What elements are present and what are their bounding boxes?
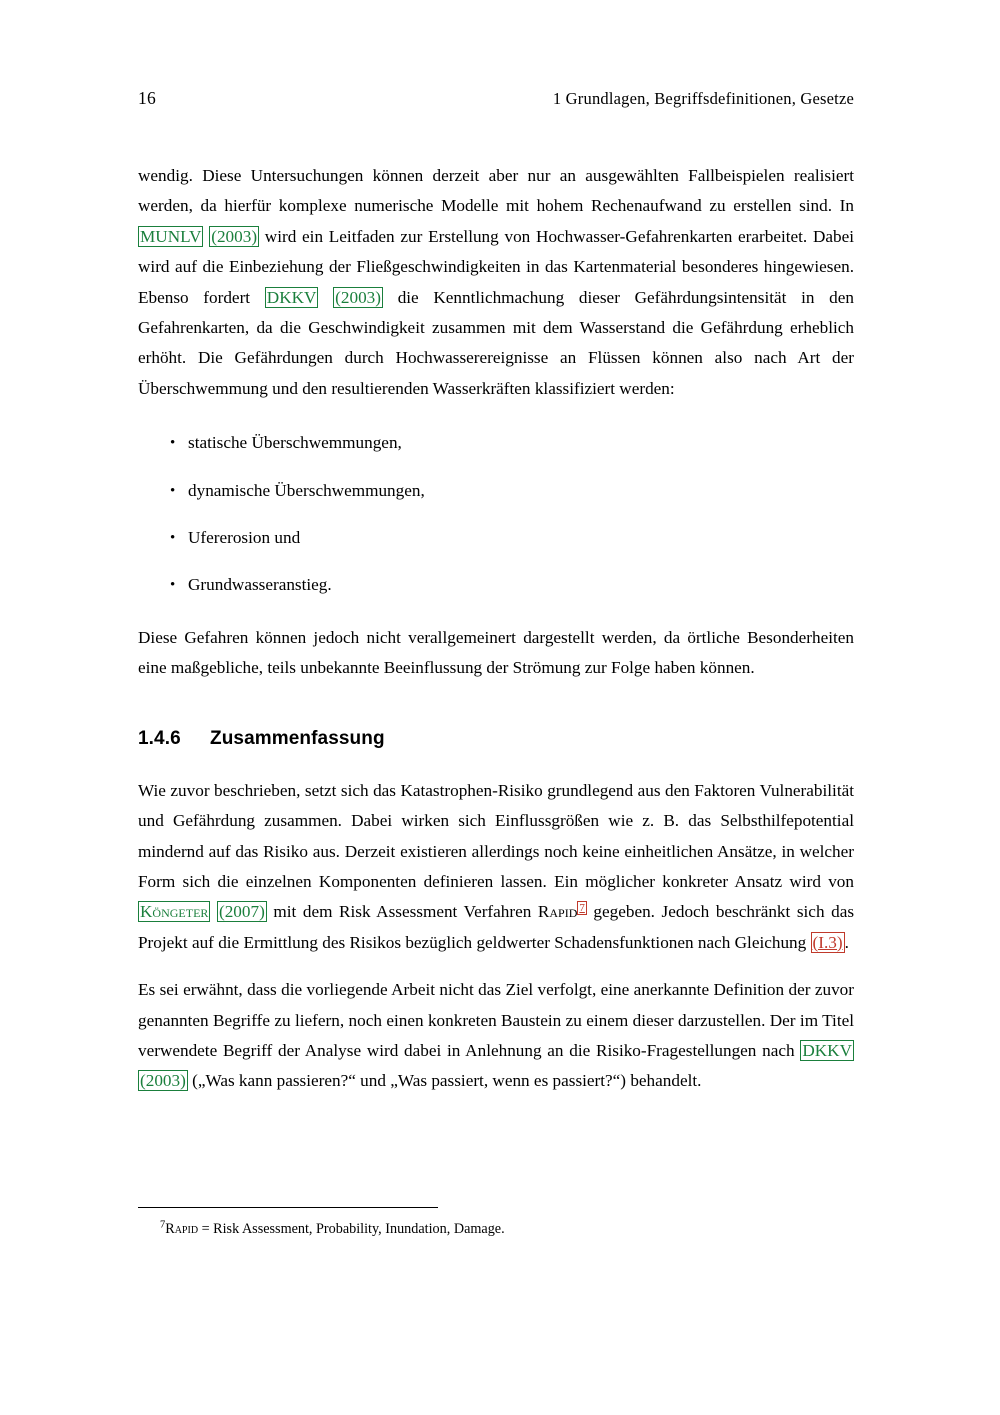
paragraph-intro xyxy=(138,161,854,404)
citation-munlv[interactable]: MUNLV xyxy=(140,226,202,246)
footnote-number: 7 xyxy=(160,1219,166,1231)
list-item xyxy=(138,428,854,458)
list-item-label: Grundwasseranstieg. xyxy=(188,575,332,595)
equation-reference-I3[interactable]: (I.3) xyxy=(812,932,843,952)
paragraph-summary-text-c: gegeben. Jedoch beschränkt sich das Projekt auf die Ermittlung des Risikos bezüglich geldwerter Schadensfunktionen nach Gleichung xyxy=(138,902,855,952)
section-title: Zusammenfassung xyxy=(210,727,385,749)
list-item xyxy=(138,476,854,506)
list-item-label: Ufererosion und xyxy=(188,528,301,548)
citation-munlv-year[interactable]: (2003) xyxy=(211,226,258,246)
paragraph-scope-text-a: Es sei erwähnt, dass die vorliegende Arbeit nicht das Ziel verfolgt, eine anerkannte Definition der zuvor genannten Begriffe zu liefern, noch einen konkreten Baustein zu einem dieser darzustellen. Der im Titel verwendete Begriff der Analyse wird dabei in Anlehnung an die Risiko-Fragestellungen nach xyxy=(138,980,854,1060)
section-number: 1.4.6 xyxy=(138,727,181,749)
rapid-acronym: Rapid xyxy=(537,902,578,922)
flood-type-list xyxy=(138,428,854,601)
paragraph-summary-text-d: . xyxy=(844,932,849,952)
chapter-title: 1 Grundlagen, Begriffsdefinitionen, Gesetze xyxy=(552,89,854,108)
list-item xyxy=(138,523,854,553)
citation-dkkv[interactable]: DKKV xyxy=(266,287,317,307)
paragraph-intro-text-a: wendig. Diese Untersuchungen können derzeit aber nur an ausgewählten Fallbeispielen realisiert werden, da hierfür komplexe numerische Modelle mit hohem Rechenaufwand zu erstellen sind. In xyxy=(138,166,854,216)
paragraph-intro-text-b: wird ein Leitfaden zur Erstellung von Hochwasser-Gefahrenkarten erarbeitet. Dabei wird auf die Einbeziehung der Fließgeschwindigkeiten in das Kartenmaterial besonderes hingewiesen. Ebenso fordert xyxy=(138,226,855,307)
paragraph-summary-text-b: mit dem Risk Assessment Verfahren xyxy=(266,902,538,922)
footnote-marker-7[interactable]: 7 xyxy=(579,901,585,914)
citation-dkkv-year[interactable]: (2003) xyxy=(335,287,381,307)
paragraph-scope xyxy=(138,975,854,1097)
paragraph-summary xyxy=(138,776,854,958)
citation-koengeter[interactable]: Köngeter xyxy=(140,902,209,922)
footnote-rule xyxy=(138,1207,438,1208)
running-header xyxy=(138,88,854,109)
footnote-text xyxy=(138,1219,854,1239)
bullet-icon: • xyxy=(170,530,176,547)
footnote-definition: = Risk Assessment, Probability, Inundation, Damage. xyxy=(198,1221,505,1237)
citation-dkkv-2-year[interactable]: (2003) xyxy=(140,1071,186,1091)
list-item xyxy=(138,570,854,600)
footnote-term: Rapid xyxy=(165,1221,199,1237)
paragraph-summary-text-a: Wie zuvor beschrieben, setzt sich das Katastrophen-Risiko grundlegend aus den Faktoren Vulnerabilität und Gefährdung zusammen. Dabei wirken sich Einflussgrößen wie z. B. das Selbsthilfepotential mindernd auf das Risiko aus. Derzeit existieren allerdings noch keine einheitlichen Ansätze, in welcher Form sich die einzelnen Komponenten definieren lassen. Ein möglicher konkreter Ansatz wird von xyxy=(138,780,854,891)
footnote-area xyxy=(138,1207,854,1239)
list-item-label: statische Überschwemmungen, xyxy=(188,433,402,453)
paragraph-generalization: Diese Gefahren können jedoch nicht verallgemeinert dargestellt werden, da örtliche Besonderheiten eine maßgebliche, teils unbekannte Beeinflussung der Strömung zur Folge haben können. xyxy=(138,627,854,678)
bullet-icon: • xyxy=(170,577,176,594)
list-item-label: dynamische Überschwemmungen, xyxy=(188,480,425,500)
citation-koengeter-year[interactable]: (2007) xyxy=(218,902,265,922)
citation-dkkv-2[interactable]: DKKV xyxy=(802,1040,852,1060)
bullet-icon: • xyxy=(170,435,176,452)
paragraph-scope-text-b: („Was kann passieren?“ und „Was passiert, wenn es passiert?“) behandelt. xyxy=(187,1071,702,1091)
page-number: 16 xyxy=(138,88,156,108)
section-heading xyxy=(138,728,854,750)
paragraph-intro-text-c: die Kenntlichmachung dieser Gefährdungsintensität in den Gefahrenkarten, da die Geschwindigkeit zusammen mit dem Wasserstand die Gefährdung erheblich erhöht. Die Gefährdungen durch Hochwasserereignisse an Flüssen können also nach Art der Überschwemmung und den resultierenden Wasserkräften klassifiziert werden: xyxy=(138,287,854,398)
bullet-icon: • xyxy=(170,482,176,499)
page-content xyxy=(138,88,854,1097)
